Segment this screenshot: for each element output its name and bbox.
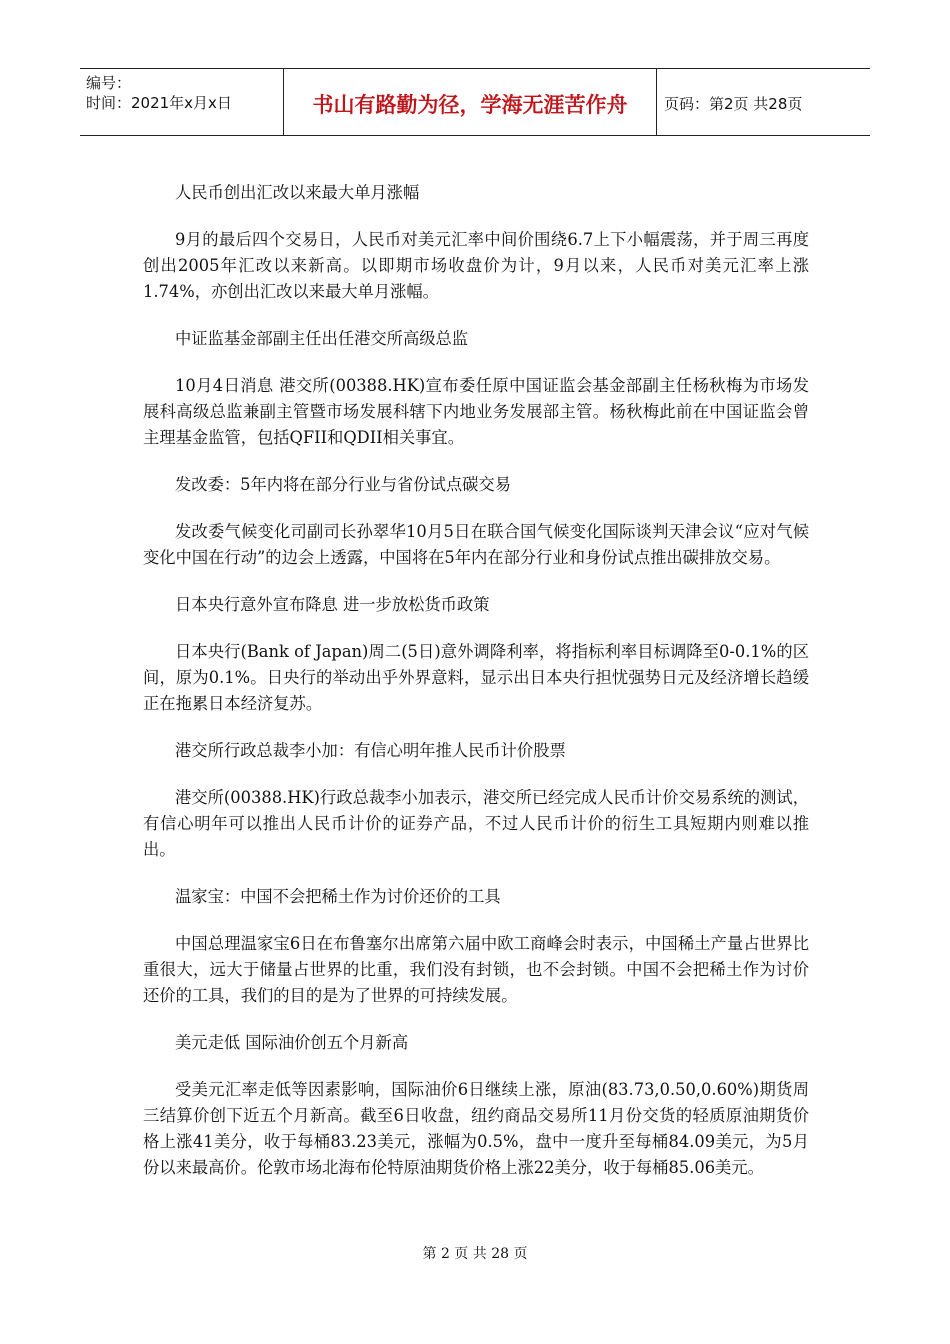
article-title: 温家宝：中国不会把稀土作为讨价还价的工具 bbox=[175, 887, 501, 906]
article-paragraph: 9月的最后四个交易日，人民币对美元汇率中间价围绕6.7上下小幅震荡，并于周三再度创出2005年汇改以来新高。以即期市场收盘价为计，9月以来，人民币对美元汇率上涨1.74%，亦创出汇改以来最大单月涨幅。 bbox=[143, 230, 809, 301]
article-title: 日本央行意外宣布降息 进一步放松货币政策 bbox=[175, 595, 490, 614]
article-title: 港交所行政总裁李小加：有信心明年推人民币计价股票 bbox=[175, 741, 566, 760]
article-title: 中证监基金部副主任出任港交所高级总监 bbox=[175, 329, 469, 348]
document-body bbox=[143, 180, 809, 1181]
article-paragraph: 受美元汇率走低等因素影响，国际油价6日继续上涨，原油(83.73,0.50,0.60%)期货周三结算价创下近五个月新高。截至6日收盘，纽约商品交易所11月份交货的轻质原油期货价格上涨41美分，收于每桶83.23美元，涨幅为0.5%，盘中一度升至每桶84.09美元，为5月份以来最高价。伦敦市场北海布伦特原油期货价格上涨22美分，收于每桶85.06美元。 bbox=[143, 1080, 809, 1177]
article-paragraph: 中国总理温家宝6日在布鲁塞尔出席第六届中欧工商峰会时表示，中国稀土产量占世界比重很大，远大于储量占世界的比重，我们没有封锁，也不会封锁。中国不会把稀土作为讨价还价的工具，我们的目的是为了世界的可持续发展。 bbox=[143, 934, 809, 1005]
document-date: 时间：2021年x月x日 bbox=[86, 94, 232, 112]
article-paragraph: 发改委气候变化司副司长孙翠华10月5日在联合国气候变化国际谈判天津会议“应对气候变化中国在行动”的边会上透露，中国将在5年内在部分行业和身份试点推出碳排放交易。 bbox=[143, 522, 809, 567]
header-page-info: 页码：第2页 共28页 bbox=[664, 94, 803, 113]
article-paragraph: 日本央行(Bank of Japan)周二(5日)意外调降利率，将指标利率目标调降至0-0.1%的区间，原为0.1%。日央行的举动出乎外界意料，显示出日本央行担忧强势日元及经济增长趋缓正在拖累日本经济复苏。 bbox=[143, 642, 809, 713]
header-meta bbox=[80, 69, 283, 135]
page-header bbox=[80, 68, 870, 136]
document-number-label: 编号： bbox=[86, 74, 132, 92]
article-paragraph: 港交所(00388.HK)行政总裁李小加表示，港交所已经完成人民币计价交易系统的测试，有信心明年可以推出人民币计价的证券产品，不过人民币计价的衍生工具短期内则难以推出。 bbox=[143, 788, 809, 859]
article-title: 人民币创出汇改以来最大单月涨幅 bbox=[175, 183, 420, 202]
page-footer: 第 2 页 共 28 页 bbox=[422, 1246, 528, 1262]
article-paragraph: 10月4日消息 港交所(00388.HK)宣布委任原中国证监会基金部副主任杨秋梅为市场发展科高级总监兼副主管暨市场发展科辖下内地业务发展部主管。杨秋梅此前在中国证监会曾主理基金监管，包括QFII和QDII相关事宜。 bbox=[143, 376, 809, 447]
article-title: 发改委：5年内将在部分行业与省份试点碳交易 bbox=[175, 475, 511, 494]
header-motto: 书山有路勤为径，学海无涯苦作舟 bbox=[283, 69, 657, 135]
article-title: 美元走低 国际油价创五个月新高 bbox=[175, 1033, 409, 1052]
